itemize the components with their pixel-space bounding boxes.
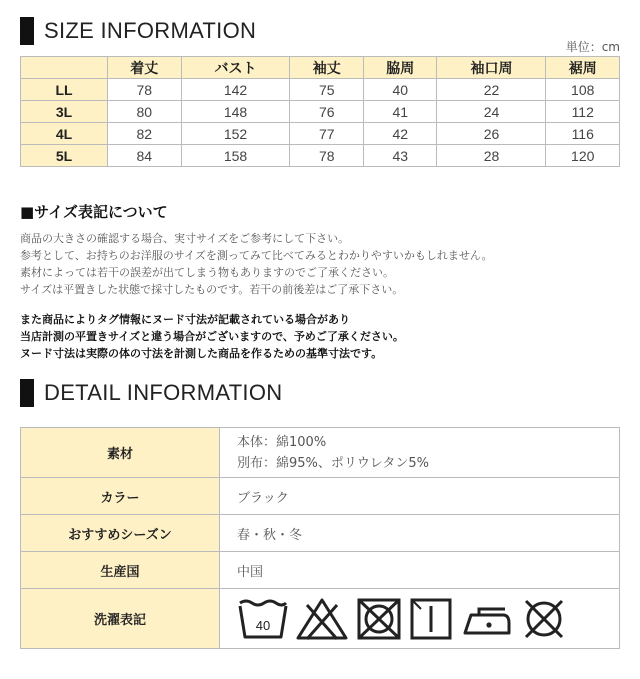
detail-row-season xyxy=(21,515,620,552)
cell: 80 xyxy=(108,101,182,123)
cell: 78 xyxy=(290,145,364,167)
material-line: 別布：綿95%、ポリウレタン5% xyxy=(237,455,429,471)
nude-size-notes xyxy=(20,311,404,362)
table-row xyxy=(21,101,620,123)
size-section-title: SIZE INFORMATION xyxy=(44,18,257,43)
cell: 24 xyxy=(437,101,546,123)
col-header: 着丈 xyxy=(108,57,182,79)
line-dry-icon xyxy=(409,597,453,641)
table-row xyxy=(21,145,620,167)
cell: 77 xyxy=(290,123,364,145)
col-header: 裾周 xyxy=(546,57,620,79)
detail-label: 素材 xyxy=(21,428,220,478)
cell: 75 xyxy=(290,79,364,101)
detail-value: 中国 xyxy=(220,552,620,589)
cell: 42 xyxy=(363,123,437,145)
size-table-header xyxy=(21,57,620,79)
table-row xyxy=(21,123,620,145)
cell: 26 xyxy=(437,123,546,145)
wash-40-icon xyxy=(237,597,289,641)
cell: 28 xyxy=(437,145,546,167)
note-line: サイズは平置きした状態で採寸したものです。若干の前後差はご了承下さい。 xyxy=(20,283,404,296)
cell: 76 xyxy=(290,101,364,123)
detail-value: 春・秋・冬 xyxy=(220,515,620,552)
no-tumble-dry-icon xyxy=(355,597,403,641)
cell: 142 xyxy=(181,79,290,101)
cell: 22 xyxy=(437,79,546,101)
cell: 40 xyxy=(363,79,437,101)
corner-cell xyxy=(21,57,108,79)
detail-row-color xyxy=(21,478,620,515)
detail-row-care xyxy=(21,589,620,649)
detail-row-origin xyxy=(21,552,620,589)
detail-value: ブラック xyxy=(220,478,620,515)
no-dry-clean-icon xyxy=(521,597,567,641)
cell: 43 xyxy=(363,145,437,167)
col-header: 脇周 xyxy=(363,57,437,79)
col-header: 袖口周 xyxy=(437,57,546,79)
size-table xyxy=(20,56,620,167)
detail-label: おすすめシーズン xyxy=(21,515,220,552)
cell: 41 xyxy=(363,101,437,123)
col-header: 袖丈 xyxy=(290,57,364,79)
detail-section-header xyxy=(20,379,282,407)
col-header: バスト xyxy=(181,57,290,79)
note-line-bold: ヌード寸法は実際の体の寸法を計測した商品を作るための基準寸法です。 xyxy=(20,347,383,360)
detail-section-title: DETAIL INFORMATION xyxy=(44,380,283,405)
detail-value xyxy=(220,428,620,478)
size-notes xyxy=(20,230,493,298)
unit-label: 単位：cm xyxy=(565,40,620,54)
size-label: 4L xyxy=(21,123,108,145)
cell: 82 xyxy=(108,123,182,145)
wash-temp: 40 xyxy=(255,617,271,633)
section-marker xyxy=(20,379,34,407)
cell: 158 xyxy=(181,145,290,167)
detail-label: 洗濯表記 xyxy=(21,589,220,649)
size-label: 3L xyxy=(21,101,108,123)
section-marker xyxy=(20,17,34,45)
cell: 112 xyxy=(546,101,620,123)
note-line: 素材によっては若干の誤差が出てしまう物もありますのでご了承ください。 xyxy=(20,266,394,279)
note-line: 商品の大きさの確認する場合、実寸サイズをご参考にして下さい。 xyxy=(20,232,350,245)
note-line: 参考として、お持ちのお洋服のサイズを測ってみて比べてみるとわかりやすいかもしれません。 xyxy=(20,249,493,262)
size-label: LL xyxy=(21,79,108,101)
size-notes-heading: ■サイズ表記について xyxy=(20,203,168,221)
note-line-bold: 当店計測の平置きサイズと違う場合がございますので、予めご了承ください。 xyxy=(20,330,404,343)
table-row xyxy=(21,79,620,101)
cell: 120 xyxy=(546,145,620,167)
detail-table xyxy=(20,427,620,649)
cell: 116 xyxy=(546,123,620,145)
cell: 84 xyxy=(108,145,182,167)
detail-label: カラー xyxy=(21,478,220,515)
cell: 108 xyxy=(546,79,620,101)
size-section-header xyxy=(20,17,256,45)
detail-label: 生産国 xyxy=(21,552,220,589)
size-label: 5L xyxy=(21,145,108,167)
cell: 78 xyxy=(108,79,182,101)
material-line: 本体：綿100% xyxy=(237,434,327,450)
note-line-bold: また商品によりタグ情報にヌード寸法が記載されている場合があり xyxy=(20,313,350,326)
no-bleach-icon xyxy=(295,597,349,641)
cell: 152 xyxy=(181,123,290,145)
detail-row-material xyxy=(21,428,620,478)
care-symbols xyxy=(220,589,620,649)
iron-low-icon xyxy=(459,597,515,641)
cell: 148 xyxy=(181,101,290,123)
